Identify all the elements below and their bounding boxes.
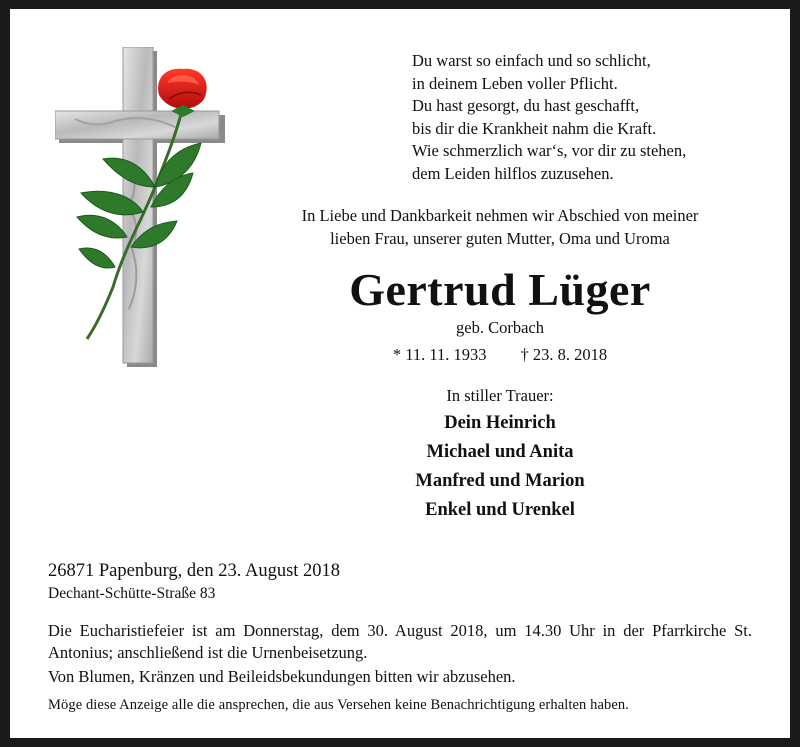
deceased-name: Gertrud Lüger [349, 264, 651, 315]
mourners-heading: In stiller Trauer: [446, 386, 554, 405]
rose-flower [158, 69, 207, 117]
announcement-notice: Möge diese Anzeige alle die ansprechen, die aus Versehen keine Benachrichtigung erhalten haben. [48, 697, 629, 713]
poem-line: bis dir die Krankheit nahm die Kraft. [412, 118, 657, 138]
poem-line: Du warst so einfach und so schlicht, [412, 51, 651, 70]
death-date: † 23. 8. 2018 [520, 345, 608, 364]
poem-line: in deinem Leben voller Pflicht. [412, 73, 618, 93]
intro-line-2: lieben Frau, unserer guten Mutter, Oma und Uroma [330, 229, 670, 248]
birth-date: * 11. 11. 1933 [392, 345, 487, 364]
poem [412, 50, 686, 185]
service-notice: Die Eucharistiefeier ist am Donnerstag, dem 30. August 2018, um 14.30 Uhr in der Pfarrkirche St. Antonius; anschließend ist die Urnenbeisetzung. [48, 621, 752, 662]
mourner-name: Dein Heinrich [444, 413, 556, 433]
street-address: Dechant-Schütte-Straße 83 [48, 585, 216, 602]
life-dates [300, 345, 700, 365]
poem-line: Wie schmerzlich war‘s, vor dir zu stehen, [412, 141, 687, 160]
poem-line: Du hast gesorgt, du hast geschafft, [412, 96, 640, 115]
mourner-name: Enkel und Urenkel [425, 500, 575, 520]
mourner-name: Manfred und Marion [415, 471, 585, 491]
place-and-date: 26871 Papenburg, den 23. August 2018 [48, 561, 341, 581]
flowers-notice: Von Blumen, Kränzen und Beileidsbekundungen bitten wir abzusehen. [48, 667, 516, 686]
maiden-name: geb. Corbach [456, 318, 544, 337]
poem-line: dem Leiden hilflos zuzusehen. [412, 163, 614, 183]
intro-line-1: In Liebe und Dankbarkeit nehmen wir Abschied von meiner [301, 206, 699, 225]
mourner-name: Michael und Anita [426, 442, 574, 462]
